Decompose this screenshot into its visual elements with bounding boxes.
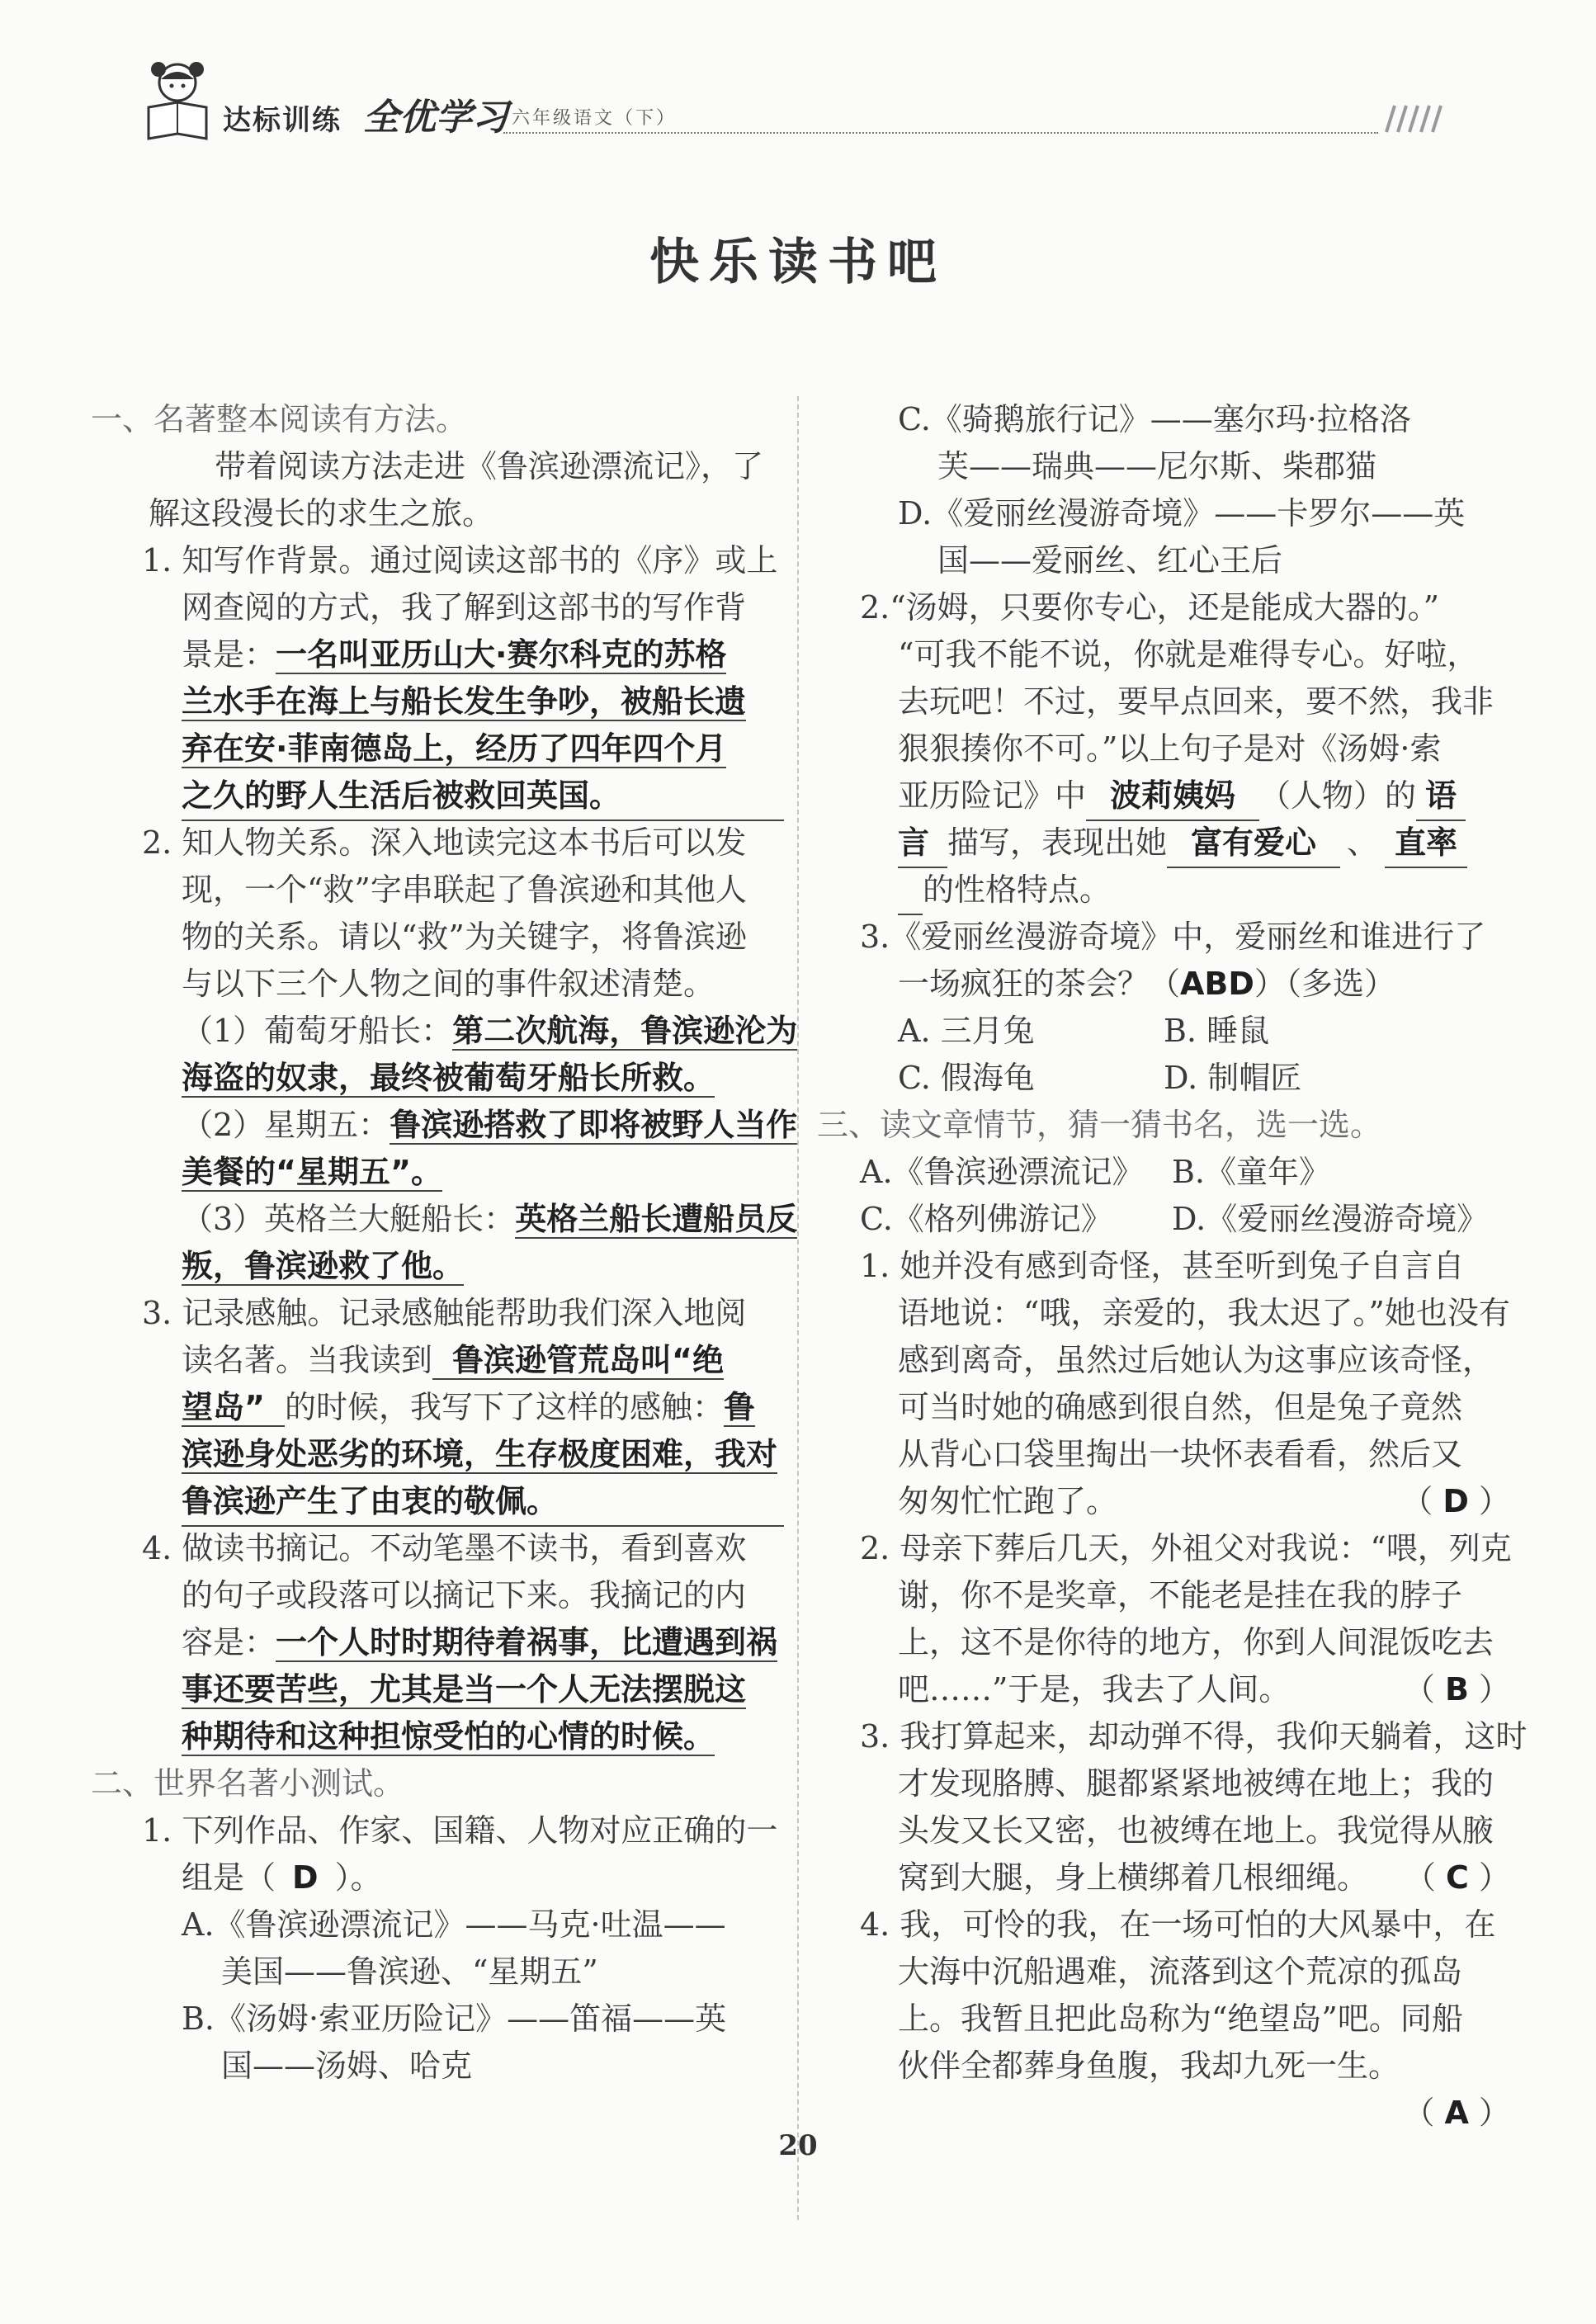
question-line	[817, 772, 1510, 820]
passage-line: 才发现胳膊、腿都紧紧地被缚在地上；我的	[898, 1765, 1494, 1802]
answer-text: 海盗的奴隶，最终被葡萄牙船长所救。	[182, 1060, 715, 1096]
text: （3）英格兰大艇船长：	[182, 1201, 516, 1237]
question-line: 的句子或段落可以摘记下来。我摘记的内	[182, 1577, 747, 1613]
answer-text: 之久的野人生活后被救回英国。	[182, 772, 784, 821]
answer-line	[91, 772, 784, 820]
answer-text: 鲁滨逊产生了由衷的敬佩。	[182, 1478, 784, 1527]
passage-line: 上，这不是你待的地方，你到人间混饭吃去	[898, 1624, 1494, 1660]
text: 窝到大腿，身上横绑着几根细绳。	[898, 1859, 1369, 1896]
question-line	[817, 961, 1510, 1008]
passage-line: 伙伴全都葬身鱼腹，我却九死一生。	[898, 2048, 1400, 2084]
option-line: 美国——鲁滨逊、“星期五”	[221, 1953, 598, 1990]
text: 读名著。当我读到	[182, 1342, 433, 1378]
answer-text: 叛，鲁滨逊救了他。	[182, 1248, 465, 1284]
answer-text: 语	[1416, 772, 1466, 821]
option-row	[817, 1196, 1510, 1243]
question-line: 1. 知写作背景。通过阅读这部书的《序》或上	[142, 542, 778, 579]
option-line: 国——汤姆、哈克	[221, 2048, 473, 2084]
option-row	[817, 1055, 1510, 1102]
answer-text: 种期待和这种担惊受怕的心情的时候。	[182, 1718, 715, 1755]
passage-line: 上。我暂且把此岛称为“绝望岛”吧。同船	[898, 2000, 1463, 2037]
question-line: 物的关系。请以“救”为关键字，将鲁滨逊	[182, 919, 747, 955]
question-line: 网查阅的方式，我了解到这部书的写作背	[182, 589, 747, 626]
intro-line: 解这段漫长的求生之旅。	[149, 495, 494, 531]
answer-text: C	[1446, 1859, 1469, 1896]
answer-text: 一名叫亚历山大·赛尔科克的苏格	[276, 636, 727, 673]
page-header	[140, 50, 1461, 149]
page-title: 快乐读书吧	[649, 234, 947, 291]
text: （人物）的	[1259, 777, 1417, 814]
answer-text: 鲁	[724, 1389, 756, 1425]
option: C.《格列佛游记》	[860, 1201, 1112, 1237]
answer-text: 直率	[1385, 820, 1467, 868]
text: （2）星期五：	[182, 1107, 390, 1143]
answer-text: 事还要苦些，尤其是当一个人无法摆脱这	[182, 1671, 747, 1708]
answer-line	[91, 1478, 784, 1525]
answer-text: 鲁滨逊搭救了即将被野人当作	[390, 1107, 798, 1143]
answer-text: B	[1444, 1671, 1469, 1708]
answer-parens: （ C ）	[1404, 1859, 1510, 1896]
option: B.《童年》	[1172, 1154, 1331, 1190]
intro-line: 带着阅读方法走进《鲁滨逊漂流记》，了	[215, 448, 764, 484]
left-column	[91, 396, 798, 2090]
option: D. 制帽匠	[1164, 1060, 1302, 1096]
question-line: 与以下三个人物之间的事件叙述清楚。	[182, 966, 715, 1002]
passage-line: 语地说：“哦，亲爱的，我太迟了。”她也没有	[898, 1295, 1510, 1331]
answer-parens: （ A ）	[1403, 2095, 1510, 2131]
question-line	[91, 1619, 784, 1666]
section-2-title: 二、世界名著小测试。	[91, 1765, 405, 1802]
question-line	[91, 1854, 784, 1901]
question-line: “可我不能不说，你就是难得专心。好啦，	[898, 636, 1479, 673]
text: 一场疯狂的茶会？（	[898, 966, 1181, 1002]
brand-name: 达标训练	[223, 104, 342, 137]
answer-text: D	[1443, 1483, 1469, 1519]
option: B. 睡鼠	[1164, 1013, 1270, 1049]
passage-line: 3. 我打算起来，却动弹不得，我仰天躺着，这时	[860, 1718, 1528, 1755]
passage-line: 可当时她的确感到很自然，但是兔子竟然	[898, 1389, 1463, 1425]
header-dotted-line	[503, 132, 1378, 134]
text: 景是：	[182, 636, 276, 673]
column-divider	[797, 396, 799, 2220]
answer-text: 美餐的“星期五”。	[182, 1154, 442, 1190]
right-column	[817, 396, 1528, 2137]
passage-line: 1. 她并没有感到奇怪，甚至听到兔子自言自	[860, 1248, 1465, 1284]
text: ）。	[334, 1859, 382, 1896]
passage-line: 谢，你不是奖章，不能老是挂在我的脖子	[898, 1577, 1463, 1613]
passage-line: 大海中沉船遇难，流落到这个荒凉的孤岛	[898, 1953, 1463, 1990]
option-line: B.《汤姆·索亚历险记》——笛福——英	[182, 2000, 727, 2037]
answer-text: 波莉姨妈	[1086, 772, 1259, 821]
option-line: 芙——瑞典——尼尔斯、柴郡猫	[937, 448, 1377, 484]
decorative-stripes-icon	[1378, 104, 1461, 134]
passage-line	[817, 1478, 1510, 1525]
option-line: C.《骑鹅旅行记》——塞尔玛·拉格洛	[898, 401, 1411, 437]
blank-line	[898, 867, 923, 915]
answer-text: ABD	[1180, 966, 1254, 1002]
option: A. 三月兔	[898, 1013, 1035, 1049]
text: 组是（	[182, 1859, 276, 1896]
passage-line: 从背心口袋里掏出一块怀表看看，然后又	[898, 1436, 1463, 1472]
question-line: 现，一个“救”字串联起了鲁滨逊和其他人	[182, 872, 747, 908]
passage-line: 头发又长又密，也被缚在地上。我觉得从腋	[898, 1812, 1494, 1849]
answer-text: A	[1444, 2095, 1469, 2131]
question-line: 2.“汤姆，只要你专心，还是能成大器的。”	[860, 589, 1440, 626]
passage-line: 2. 母亲下葬后几天，外祖父对我说：“喂，列克	[860, 1530, 1512, 1566]
answer-parens: （ B ）	[1403, 1671, 1510, 1708]
text: 匆匆忙忙跑了。	[898, 1483, 1118, 1519]
option: D.《爱丽丝漫游奇境》	[1172, 1201, 1489, 1237]
option-row	[817, 1008, 1510, 1055]
answer-line	[91, 1243, 784, 1290]
question-line	[817, 820, 1510, 867]
answer-text: 兰水手在海上与船长发生争吵，被船长遗	[182, 683, 747, 720]
text: 亚历险记》中	[898, 777, 1087, 814]
option: C. 假海龟	[898, 1060, 1035, 1096]
question-line	[91, 1337, 784, 1384]
page-number: 20	[778, 2129, 818, 2162]
brand-logo-text: 全优学习	[363, 97, 508, 139]
answer-parens: （ D ）	[1401, 1483, 1510, 1519]
sub-question-line	[91, 1008, 798, 1055]
passage-line	[817, 1854, 1510, 1901]
text: 、	[1347, 824, 1379, 861]
answer-line	[91, 678, 784, 725]
answer-text: 弃在安·菲南德岛上，经历了四年四个月	[182, 730, 727, 767]
text: 的性格特点。	[923, 872, 1112, 908]
section-3-title: 三、读文章情节，猜一猜书名，选一选。	[817, 1107, 1382, 1143]
text: 描写，表现出她	[947, 824, 1168, 861]
answer-line	[91, 1149, 784, 1196]
passage-line	[817, 1666, 1510, 1713]
option-row	[817, 1149, 1510, 1196]
option: A.《鲁滨逊漂流记》	[860, 1154, 1144, 1190]
text: 的时候，我写下了这样的感触：	[284, 1389, 724, 1425]
question-line	[91, 631, 784, 678]
question-line: 4. 做读书摘记。不动笔墨不读书，看到喜欢	[142, 1530, 747, 1566]
answer-line	[91, 1431, 784, 1478]
sub-question-line	[91, 1102, 798, 1149]
answer-text: 言	[898, 820, 947, 868]
option-line: A.《鲁滨逊漂流记》——马克·吐温——	[182, 1906, 726, 1943]
question-line: 狠狠揍你不可。”以上句子是对《汤姆·索	[898, 730, 1442, 767]
passage-line: 感到离奇，虽然过后她认为这事应该奇怪，	[898, 1342, 1494, 1378]
question-line: 3.《爱丽丝漫游奇境》中，爱丽丝和谁进行了	[860, 919, 1486, 955]
answer-text: 望岛”	[182, 1389, 285, 1427]
text: ）（多选）	[1254, 966, 1395, 1002]
grade-label: 六年级语文（下）	[512, 108, 678, 129]
answer-line	[91, 1055, 784, 1102]
option-line: D.《爱丽丝漫游奇境》——卡罗尔——英	[898, 495, 1466, 531]
question-line: 去玩吧！不过，要早点回来，要不然，我非	[898, 683, 1494, 720]
passage-line: 4. 我，可怜的我，在一场可怕的大风暴中，在	[860, 1906, 1496, 1943]
answer-text: 第二次航海，鲁滨逊沦为	[452, 1013, 798, 1049]
reading-girl-mascot-icon	[140, 56, 215, 147]
answer-text: 富有爱心	[1167, 820, 1340, 868]
question-line	[91, 1384, 784, 1431]
section-1-title: 一、名著整本阅读有方法。	[91, 401, 468, 437]
answer-line	[91, 725, 784, 772]
sub-question-line	[91, 1196, 798, 1243]
answer-line	[91, 1666, 784, 1713]
option-line: 国——爱丽丝、红心王后	[937, 542, 1283, 579]
answer-text: 英格兰船长遭船员反	[515, 1201, 798, 1237]
answer-text: 鲁滨逊管荒岛叫“绝	[432, 1342, 724, 1380]
text: 容是：	[182, 1624, 276, 1660]
question-line: 1. 下列作品、作家、国籍、人物对应正确的一	[142, 1812, 778, 1849]
text: （1）葡萄牙船长：	[182, 1013, 453, 1049]
text: 吧……”于是，我去了人间。	[898, 1671, 1291, 1708]
question-line: 3. 记录感触。记录感触能帮助我们深入地阅	[142, 1295, 747, 1331]
question-line: 2. 知人物关系。深入地读完这本书后可以发	[142, 824, 747, 861]
answer-text: 一个人时时期待着祸事，比遭遇到祸	[276, 1624, 778, 1660]
answer-line	[91, 1713, 784, 1760]
question-line	[817, 867, 1510, 914]
answer-text: 滨逊身处恶劣的环境，生存极度困难，我对	[182, 1436, 778, 1472]
answer-text: D	[292, 1859, 319, 1896]
